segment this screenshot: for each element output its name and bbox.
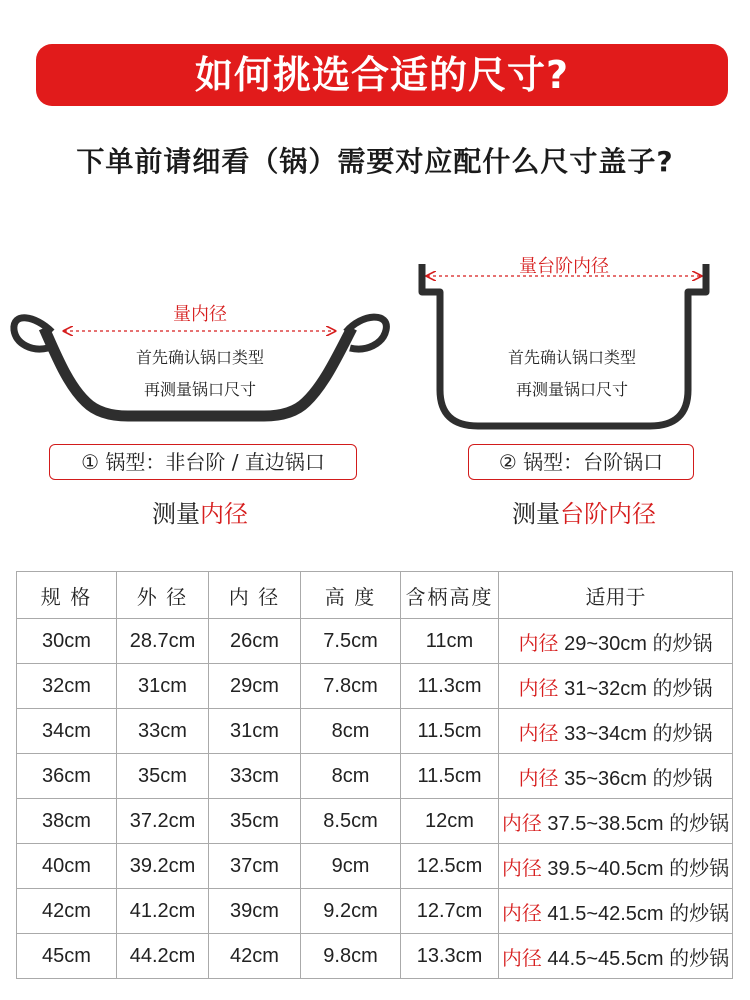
suitable-range: 37.5~38.5cm 的炒锅: [541, 812, 730, 835]
cell-handle-height: 12.5cm: [401, 844, 499, 889]
cell-spec: 45cm: [17, 934, 117, 979]
wok-note-line2: 再测量锅口尺寸: [143, 380, 256, 399]
pot-note: [452, 342, 692, 406]
cell-inner: 26cm: [209, 619, 301, 664]
cell-outer: 35cm: [117, 754, 209, 799]
suitable-range: 39.5~40.5cm 的炒锅: [541, 857, 730, 880]
cell-inner: 35cm: [209, 799, 301, 844]
cell-height: 8cm: [301, 754, 401, 799]
header-inner-diameter: 内 径: [209, 572, 301, 619]
pot-measure-label: 量台阶内径: [519, 256, 609, 277]
cell-handle-height: 11.5cm: [401, 754, 499, 799]
cell-suitable-for: [499, 709, 733, 754]
table-body: [17, 619, 733, 979]
cell-handle-height: 12cm: [401, 799, 499, 844]
pot-note-line2: 再测量锅口尺寸: [515, 380, 628, 399]
table-header-row: [17, 572, 733, 619]
suitable-range: 35~36cm 的炒锅: [558, 767, 713, 790]
pot-note-line1: 首先确认锅口类型: [507, 348, 636, 367]
suitable-range: 41.5~42.5cm 的炒锅: [541, 902, 730, 925]
cell-spec: 32cm: [17, 664, 117, 709]
cell-outer: 28.7cm: [117, 619, 209, 664]
cell-suitable-for: [499, 664, 733, 709]
cell-height: 8cm: [301, 709, 401, 754]
header-spec: 规 格: [17, 572, 117, 619]
cell-outer: 41.2cm: [117, 889, 209, 934]
subtitle: 下单前请细看（锅）需要对应配什么尺寸盖子?: [76, 145, 674, 178]
cell-outer: 37.2cm: [117, 799, 209, 844]
cell-height: 9cm: [301, 844, 401, 889]
cell-inner: 33cm: [209, 754, 301, 799]
suitable-prefix: 内径: [518, 632, 559, 655]
table-row: [17, 709, 733, 754]
cell-handle-height: 11.5cm: [401, 709, 499, 754]
cell-outer: 31cm: [117, 664, 209, 709]
cell-inner: 42cm: [209, 934, 301, 979]
suitable-range: 44.5~45.5cm 的炒锅: [541, 947, 730, 970]
cell-inner: 29cm: [209, 664, 301, 709]
cell-outer: 44.2cm: [117, 934, 209, 979]
cell-suitable-for: [499, 889, 733, 934]
title-banner: 如何挑选合适的尺寸?: [36, 44, 728, 106]
cell-spec: 30cm: [17, 619, 117, 664]
table-row: [17, 754, 733, 799]
suitable-range: 29~30cm 的炒锅: [558, 632, 713, 655]
cell-spec: 42cm: [17, 889, 117, 934]
cell-suitable-for: [499, 934, 733, 979]
suitable-prefix: 内径: [518, 677, 559, 700]
table-row: [17, 619, 733, 664]
cell-inner: 37cm: [209, 844, 301, 889]
header-height-with-handle: 含柄高度: [401, 572, 499, 619]
suitable-range: 31~32cm 的炒锅: [558, 677, 713, 700]
suitable-prefix: 内径: [501, 857, 542, 880]
table-row: [17, 799, 733, 844]
cell-handle-height: 11.3cm: [401, 664, 499, 709]
pot-type-label: ② 锅型：台阶锅口: [468, 444, 694, 480]
suitable-prefix: 内径: [518, 767, 559, 790]
header-outer-diameter: 外 径: [117, 572, 209, 619]
cell-inner: 39cm: [209, 889, 301, 934]
table-row: [17, 934, 733, 979]
table-row: [17, 844, 733, 889]
wok-measure-prefix: 测量: [152, 500, 200, 528]
header-suitable-for: 适用于: [499, 572, 733, 619]
cell-height: 9.2cm: [301, 889, 401, 934]
header-height: 高 度: [301, 572, 401, 619]
cell-spec: 38cm: [17, 799, 117, 844]
cell-height: 7.8cm: [301, 664, 401, 709]
wok-measure-highlight: 内径: [200, 500, 248, 528]
cell-handle-height: 12.7cm: [401, 889, 499, 934]
cell-suitable-for: [499, 619, 733, 664]
cell-spec: 34cm: [17, 709, 117, 754]
size-spec-table: [16, 571, 733, 979]
cell-height: 8.5cm: [301, 799, 401, 844]
cell-suitable-for: [499, 799, 733, 844]
suitable-prefix: 内径: [501, 902, 542, 925]
cell-spec: 36cm: [17, 754, 117, 799]
suitable-prefix: 内径: [518, 722, 559, 745]
wok-measure-label: 量内径: [173, 304, 227, 325]
cell-suitable-for: [499, 844, 733, 889]
wok-type-label: ① 锅型：非台阶 / 直边锅口: [49, 444, 357, 480]
cell-inner: 31cm: [209, 709, 301, 754]
table-row: [17, 664, 733, 709]
pot-measure-prefix: 测量: [512, 500, 560, 528]
cell-suitable-for: [499, 754, 733, 799]
suitable-prefix: 内径: [501, 812, 542, 835]
cell-outer: 33cm: [117, 709, 209, 754]
wok-note-line1: 首先确认锅口类型: [135, 348, 264, 367]
pot-diagrams: [0, 240, 750, 560]
cell-handle-height: 11cm: [401, 619, 499, 664]
wok-note: [80, 342, 320, 406]
pot-measure-instruction: [472, 494, 696, 529]
cell-outer: 39.2cm: [117, 844, 209, 889]
cell-handle-height: 13.3cm: [401, 934, 499, 979]
pot-measure-highlight: 台阶内径: [560, 500, 656, 528]
cell-height: 7.5cm: [301, 619, 401, 664]
wok-measure-instruction: [100, 494, 300, 529]
suitable-prefix: 内径: [501, 947, 542, 970]
cell-spec: 40cm: [17, 844, 117, 889]
table-row: [17, 889, 733, 934]
suitable-range: 33~34cm 的炒锅: [558, 722, 713, 745]
cell-height: 9.8cm: [301, 934, 401, 979]
